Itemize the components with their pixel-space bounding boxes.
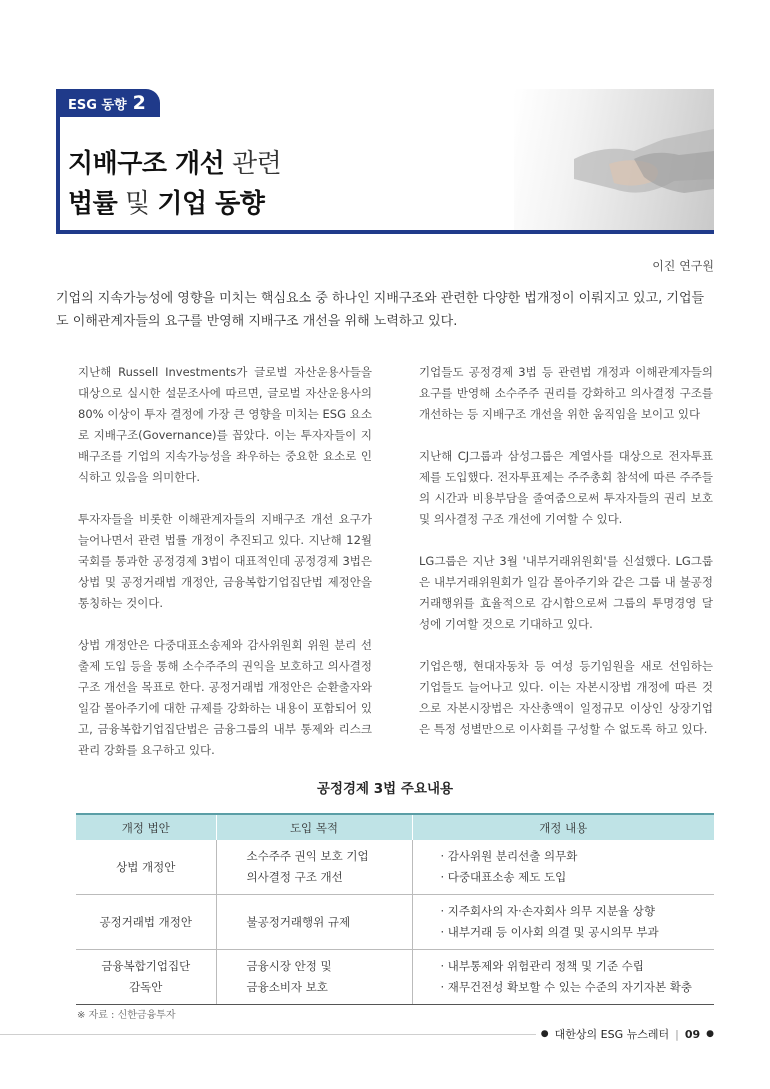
paragraph: 투자자들을 비롯한 이해관계자들의 지배구조 개선 요구가 늘어나면서 관련 법률 개정이 추진되고 있다. 지난해 12월 국회를 통과한 공정경제 3법이 대표적인데 공정경제 3법은 상법 및 공정거래법 개정안, 금융복합기업집단법 제정안을 통칭하는 것이다.: [78, 512, 372, 610]
cell-line: · 다중대표소송 제도 도입: [440, 870, 567, 884]
handshake-icon: [514, 89, 714, 230]
left-column: [78, 362, 372, 782]
title-light-1: 관련: [232, 149, 282, 179]
paragraph: 기업은행, 현대자동차 등 여성 등기임원을 새로 선임하는 기업들도 늘어나고 있다. 이는 자본시장법 개정에 따른 것으로 자본시장법은 자산총액이 일정규모 이상인 상장기업은 특정 성별만으로 이사회를 구성할 수 없도록 하고 있다.: [419, 659, 713, 736]
table-header: 개정 법안: [76, 814, 216, 840]
title-line-2: [68, 183, 264, 220]
bullet-icon: ●: [540, 1029, 549, 1039]
title-bold-1: 지배구조 개선: [68, 149, 225, 179]
table-header: 도입 목적: [216, 814, 412, 840]
table-row: [76, 950, 714, 1005]
cell-line: 의사결정 구조 개선: [246, 870, 343, 884]
cell-line: 금융소비자 보호: [246, 980, 328, 994]
title-bold-3: 기업 동향: [157, 189, 265, 219]
footer-divider: [0, 1034, 536, 1035]
cell-line: 감독안: [129, 980, 163, 994]
law-cell: [76, 895, 216, 950]
handshake-image: [514, 89, 714, 230]
cell-line: 불공정거래행위 규제: [246, 914, 351, 929]
paragraph: 지난해 CJ그룹과 삼성그룹은 계열사를 대상으로 전자투표제를 도입했다. 전자투표제는 주주총회 참석에 따른 주주들의 시간과 비용부담을 줄여줌으로써 투자자들의 권리 보호 및 의사결정 구조 개선에 기여할 수 있다.: [419, 449, 713, 526]
section-tag-number: 2: [132, 92, 146, 114]
law-cell: [76, 840, 216, 895]
cell-line: · 내부거래 등 이사회 의결 및 공시의무 부과: [440, 925, 659, 939]
paragraph: 상법 개정안은 다중대표소송제와 감사위원회 위원 분리 선출제 도입 등을 통해 소수주주의 권익을 보호하고 의사결정 구조 개선을 목표로 한다. 공정거래법 개정안은 순환출자와 일감 몰아주기에 대한 규제를 강화하는 내용이 포함되어 있고, 금융복합기업집단법은 금융그룹의 내부 통제와 리스크 관리 강화를 요구하고 있다.: [78, 638, 372, 757]
table-title: 공정경제 3법 주요내용: [316, 781, 454, 797]
cell-line: · 지주회사의 자·손자회사 의무 지분율 상향: [440, 904, 655, 918]
purpose-cell: [216, 950, 412, 1005]
table-header: 개정 내용: [412, 814, 714, 840]
purpose-cell: [216, 840, 412, 895]
content-cell: [412, 950, 714, 1005]
separator: |: [675, 1027, 679, 1041]
cell-line: · 감사위원 분리선출 의무화: [440, 849, 578, 863]
paragraph: 지난해 Russell Investments가 글로벌 자산운용사들을 대상으로 실시한 설문조사에 따르면, 글로벌 자산운용사의 80% 이상이 투자 결정에 가장 큰 영향을 미치는 ESG 요소로 지배구조(Governance)를 꼽았다. 이는 투자자들이 지배구조를 기업의 지속가능성을 좌우하는 중요한 요소로 인식하고 있음을 의미한다.: [78, 365, 372, 484]
content-cell: [412, 840, 714, 895]
table-header-row: [76, 814, 714, 840]
page-number: 09: [684, 1027, 701, 1041]
table-row: [76, 840, 714, 895]
bullet-icon: ●: [706, 1029, 714, 1039]
source-note: ※ 자료 : 신한금융투자: [77, 1010, 176, 1021]
table-row: [76, 895, 714, 950]
paragraph: LG그룹은 지난 3월 '내부거래위원회'를 신설했다. LG그룹은 내부거래위원회가 일감 몰아주기와 같은 그룹 내 불공정 거래행위를 효율적으로 감시함으로써 그룹의 투명경영 달성에 기여할 것으로 기대하고 있다.: [419, 554, 713, 631]
right-column: [419, 362, 713, 761]
cell-line: 상법 개정안: [116, 859, 176, 874]
cell-line: 공정거래법 개정안: [99, 914, 193, 929]
author: 이진 연구원: [652, 259, 714, 273]
publication-name: 대한상의 ESG 뉴스레터: [554, 1028, 670, 1041]
section-tag-label: ESG 동향: [68, 97, 127, 113]
cell-line: 금융복합기업집단: [101, 959, 191, 973]
title-light-2: 및: [125, 189, 150, 219]
law-cell: [76, 950, 216, 1005]
title-line-1: [68, 143, 281, 180]
title-bold-2: 법률: [68, 189, 118, 219]
cell-line: 소수주주 권익 보호 기업: [246, 849, 369, 863]
intro-paragraph: 기업의 지속가능성에 영향을 미치는 핵심요소 중 하나인 지배구조와 관련한 다양한 법개정이 이뤄지고 있고, 기업들도 이해관계자들의 요구를 반영해 지배구조 개선을 위해 노력하고 있다.: [56, 291, 705, 329]
cell-line: · 내부통제와 위험관리 정책 및 기준 수립: [440, 959, 644, 973]
page-footer: [541, 1026, 714, 1042]
summary-table: [76, 813, 714, 1005]
section-tag: [56, 89, 160, 117]
paragraph: 기업들도 공정경제 3법 등 관련법 개정과 이해관계자들의 요구를 반영해 소수주주 권리를 강화하고 의사결정 구조를 개선하는 등 지배구조 개선을 위한 움직임을 보이고 있다: [419, 365, 713, 421]
cell-line: · 재무건전성 확보할 수 있는 수준의 자기자본 확충: [440, 980, 692, 994]
purpose-cell: [216, 895, 412, 950]
content-cell: [412, 895, 714, 950]
cell-line: 금융시장 안정 및: [246, 959, 332, 973]
